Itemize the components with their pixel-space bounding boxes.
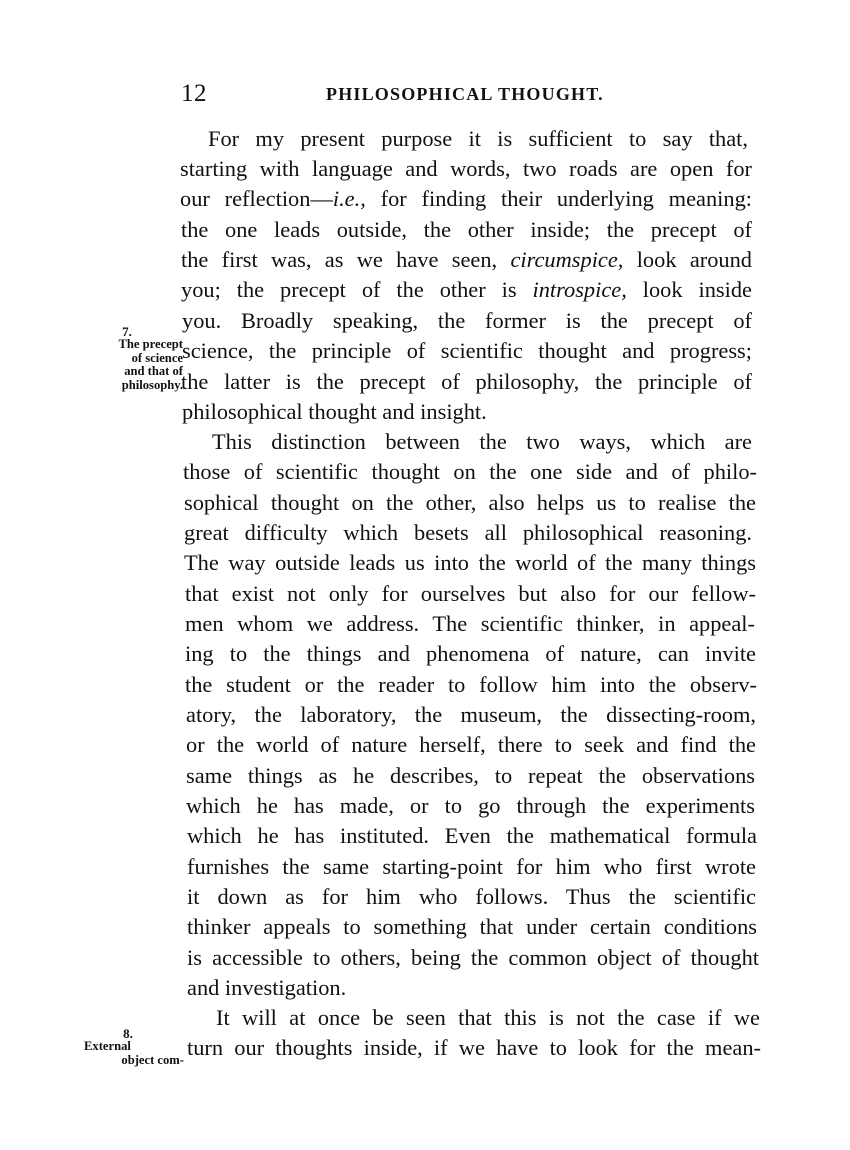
margin-note-number: 8. bbox=[123, 1026, 133, 1041]
text-line: that exist not only for ourselves but also for our fellow- bbox=[185, 581, 756, 606]
text-line: or the world of nature herself, there to seek and find the bbox=[186, 732, 756, 757]
italic-term: circumspice, bbox=[510, 247, 624, 272]
margin-note-line: The precept bbox=[118, 337, 183, 352]
text-line bbox=[181, 275, 752, 305]
margin-note-line: of science bbox=[131, 350, 183, 365]
text-line: This distinction between the two ways, which are bbox=[212, 429, 752, 454]
text-line: it down as for him who follows. Thus the scientific bbox=[187, 884, 756, 909]
text-line bbox=[181, 245, 752, 275]
text-line: same things as he describes, to repeat the observations bbox=[186, 763, 755, 788]
text-line: science, the principle of scientific thought and progress; bbox=[182, 338, 752, 363]
text-line: and investigation. bbox=[187, 975, 347, 1000]
text-line: those of scientific thought on the one side and of philo- bbox=[183, 459, 757, 484]
italic-term: i.e., bbox=[332, 186, 366, 211]
text-line: the one leads outside, the other inside; the precept of bbox=[181, 217, 752, 242]
margin-note-line: philosophy. bbox=[121, 377, 183, 392]
text-line: It will at once be seen that this is not the case if we bbox=[216, 1005, 760, 1030]
text-line: turn our thoughts inside, if we have to look for the mean- bbox=[187, 1035, 761, 1060]
text-segment: look inside bbox=[626, 277, 752, 302]
text-line: men whom we address. The scientific thinker, in appeal- bbox=[185, 611, 755, 636]
text-segment: for finding their underlying meaning: bbox=[365, 186, 752, 211]
text-line: which he has instituted. Even the mathematical formula bbox=[187, 823, 757, 848]
margin-note-8 bbox=[72, 1027, 184, 1067]
text-line: the student or the reader to follow him into the observ- bbox=[185, 672, 757, 697]
text-line: the latter is the precept of philosophy, the principle of bbox=[181, 369, 752, 394]
text-line: thinker appeals to something that under certain conditions bbox=[187, 914, 757, 939]
text-line: is accessible to others, being the common object of thought bbox=[187, 945, 759, 970]
text-line: you. Broadly speaking, the former is the precept of bbox=[182, 308, 752, 333]
text-line: sophical thought on the other, also helps us to realise the bbox=[184, 490, 756, 515]
text-line: which he has made, or to go through the experiments bbox=[186, 793, 755, 818]
text-line: For my present purpose it is sufficient to say that, bbox=[208, 126, 748, 151]
text-line: philosophical thought and insight. bbox=[182, 399, 487, 424]
text-segment: look around bbox=[623, 247, 752, 272]
text-line: starting with language and words, two roads are open for bbox=[180, 156, 752, 181]
margin-note-line: External bbox=[84, 1039, 131, 1054]
text-line: great difficulty which besets all philosophical reasoning. bbox=[184, 520, 752, 545]
text-segment: you; the precept of the other is bbox=[181, 277, 533, 302]
page-number: 12 bbox=[181, 80, 207, 107]
text-line: The way outside leads us into the world of the many things bbox=[184, 550, 756, 575]
text-line: furnishes the same starting-point for him who first wrote bbox=[187, 854, 756, 879]
text-line bbox=[180, 184, 752, 214]
margin-note-line: and that of bbox=[124, 364, 183, 379]
text-line: atory, the laboratory, the museum, the dissecting-room, bbox=[186, 702, 756, 727]
text-line: ing to the things and phenomena of nature, can invite bbox=[185, 641, 756, 666]
text-segment: the first was, as we have seen, bbox=[181, 247, 511, 272]
italic-term: introspice, bbox=[532, 277, 627, 302]
margin-note-line: object com- bbox=[121, 1052, 184, 1067]
running-title: PHILOSOPHICAL THOUGHT. bbox=[326, 84, 604, 104]
text-segment: our reflection— bbox=[180, 186, 333, 211]
margin-note-number: 7. bbox=[122, 324, 132, 339]
margin-note-7 bbox=[71, 325, 183, 392]
